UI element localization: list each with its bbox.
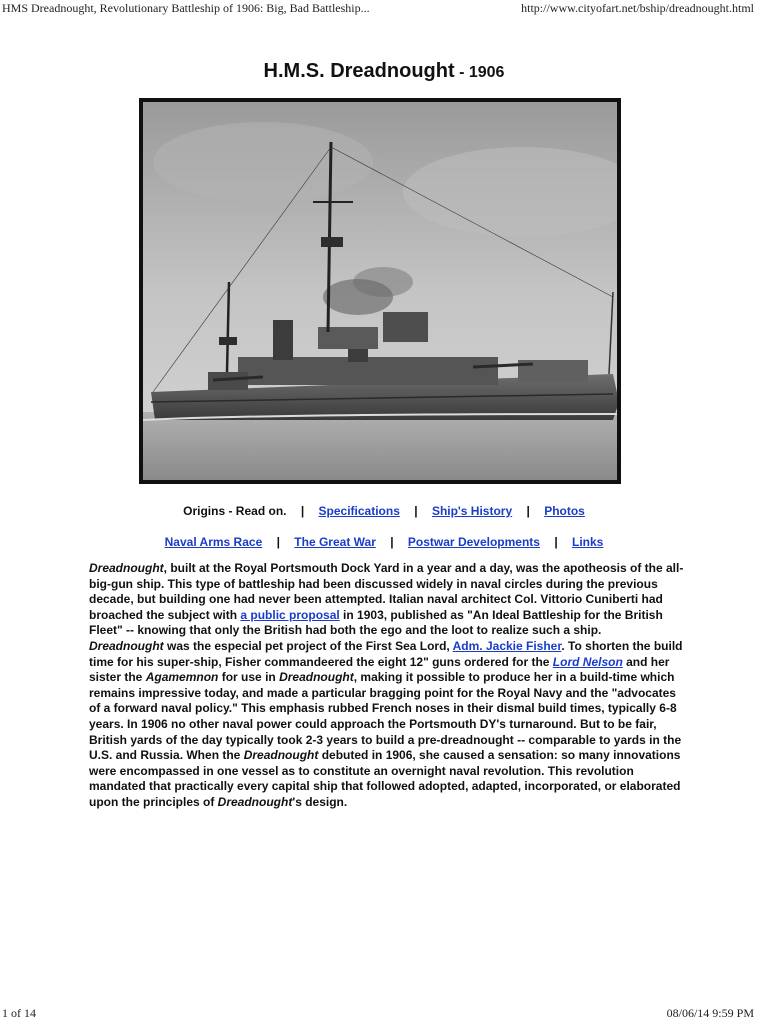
article-text: for use in (218, 670, 280, 685)
nav-link-ships-history[interactable]: Ship's History (431, 504, 513, 518)
nav-link-postwar-developments[interactable]: Postwar Developments (407, 535, 540, 549)
page-title-year: - 1906 (454, 64, 505, 81)
page-title (0, 60, 768, 83)
nav-separator: | (414, 504, 418, 518)
print-header (0, 0, 768, 20)
nav-separator: | (390, 535, 394, 549)
nav-row-primary (0, 504, 768, 518)
nav-link-great-war[interactable]: The Great War (294, 535, 376, 549)
link-lord-nelson[interactable] (553, 655, 623, 669)
print-header-title: HMS Dreadnought, Revolutionary Battleship of 1906: Big, Bad Battleship... (2, 1, 370, 15)
nav-separator: | (526, 504, 530, 518)
print-footer-page: 1 of 14 (2, 1006, 36, 1020)
nav-origins-label: Origins - Read on. (183, 504, 287, 518)
link-public-proposal[interactable]: a public proposal (240, 607, 340, 622)
nav-separator: | (554, 535, 558, 549)
nav-link-naval-arms-race[interactable]: Naval Arms Race (164, 535, 263, 549)
nav-link-specifications[interactable]: Specifications (318, 504, 400, 518)
ship-name-italic: Agamemnon (145, 670, 219, 685)
page-title-main: H.M.S. Dreadnought (263, 60, 455, 82)
ship-name-italic: Dreadnought (279, 670, 354, 685)
article-text: debuted in 1906, she caused a sensation: so many innovations were encompassed in one vessel as to constitute an overnight naval revolution. This revolution mandated that practically every capital ship that followed adopted, adapted, incorporated, or elaborated upon the principles of (89, 748, 681, 809)
print-header-url: http://www.cityofart.net/bship/dreadnought.html (521, 1, 754, 15)
article-body (89, 561, 689, 811)
nav-link-photos[interactable]: Photos (544, 504, 585, 518)
link-jackie-fisher[interactable]: Adm. Jackie Fisher (452, 638, 562, 653)
ship-name-italic: Dreadnought (217, 794, 293, 809)
article-text: 's design. (292, 794, 348, 809)
nav-separator: | (276, 535, 280, 549)
article-text: was the especial pet project of the First Sea Lord, (163, 638, 453, 653)
print-footer-datetime: 08/06/14 9:59 PM (666, 1006, 754, 1020)
ship-name-italic: Dreadnought (89, 561, 164, 575)
ship-name-italic: Dreadnought (243, 748, 319, 763)
link-lord-nelson-label: Lord Nelson (552, 654, 623, 669)
article-text: , making it possible to produce her in a build-time which remains impressive today, and made a particular bragging point for the Royal Navy and the "advocates of a forward naval policy." This emphasis rubbed French noses in their dismal build times, typically 6-8 years. In 1906 no other naval power could approach the Portsmouth DY's turnaround. But to be fair, British yards of the day typically took 2-3 years to build a pre-dreadnought -- comparable to yards in the U.S. and Russia. When the (89, 670, 682, 763)
nav-separator: | (300, 504, 305, 518)
ship-name-italic: Dreadnought (89, 638, 164, 653)
battleship-photo-image (143, 102, 617, 480)
print-footer (0, 1004, 768, 1024)
article-text: , built at the Royal Portsmouth Dock Yard in a year and a day, was the apotheosis of the all-big-gun ship. This type of battleship had been discussed widely in naval circles during the previous decade, but building one had never been attempted. Italian naval architect Col. Vittorio Cuniberti had broached the subject with (89, 561, 684, 622)
ship-photo (139, 98, 621, 484)
nav-row-secondary (0, 535, 768, 549)
nav-link-links[interactable]: Links (572, 535, 604, 549)
article-text: . To shorten the build time for his super-ship, Fisher commandeered the eight 12" guns ordered for the (89, 638, 683, 669)
article-text: in 1903, published as "An Ideal Battleship for the British Fleet" -- knowing that only the British had both the ego and the loot to realize such a ship. (89, 607, 663, 638)
article-text: and her sister the (89, 654, 670, 685)
